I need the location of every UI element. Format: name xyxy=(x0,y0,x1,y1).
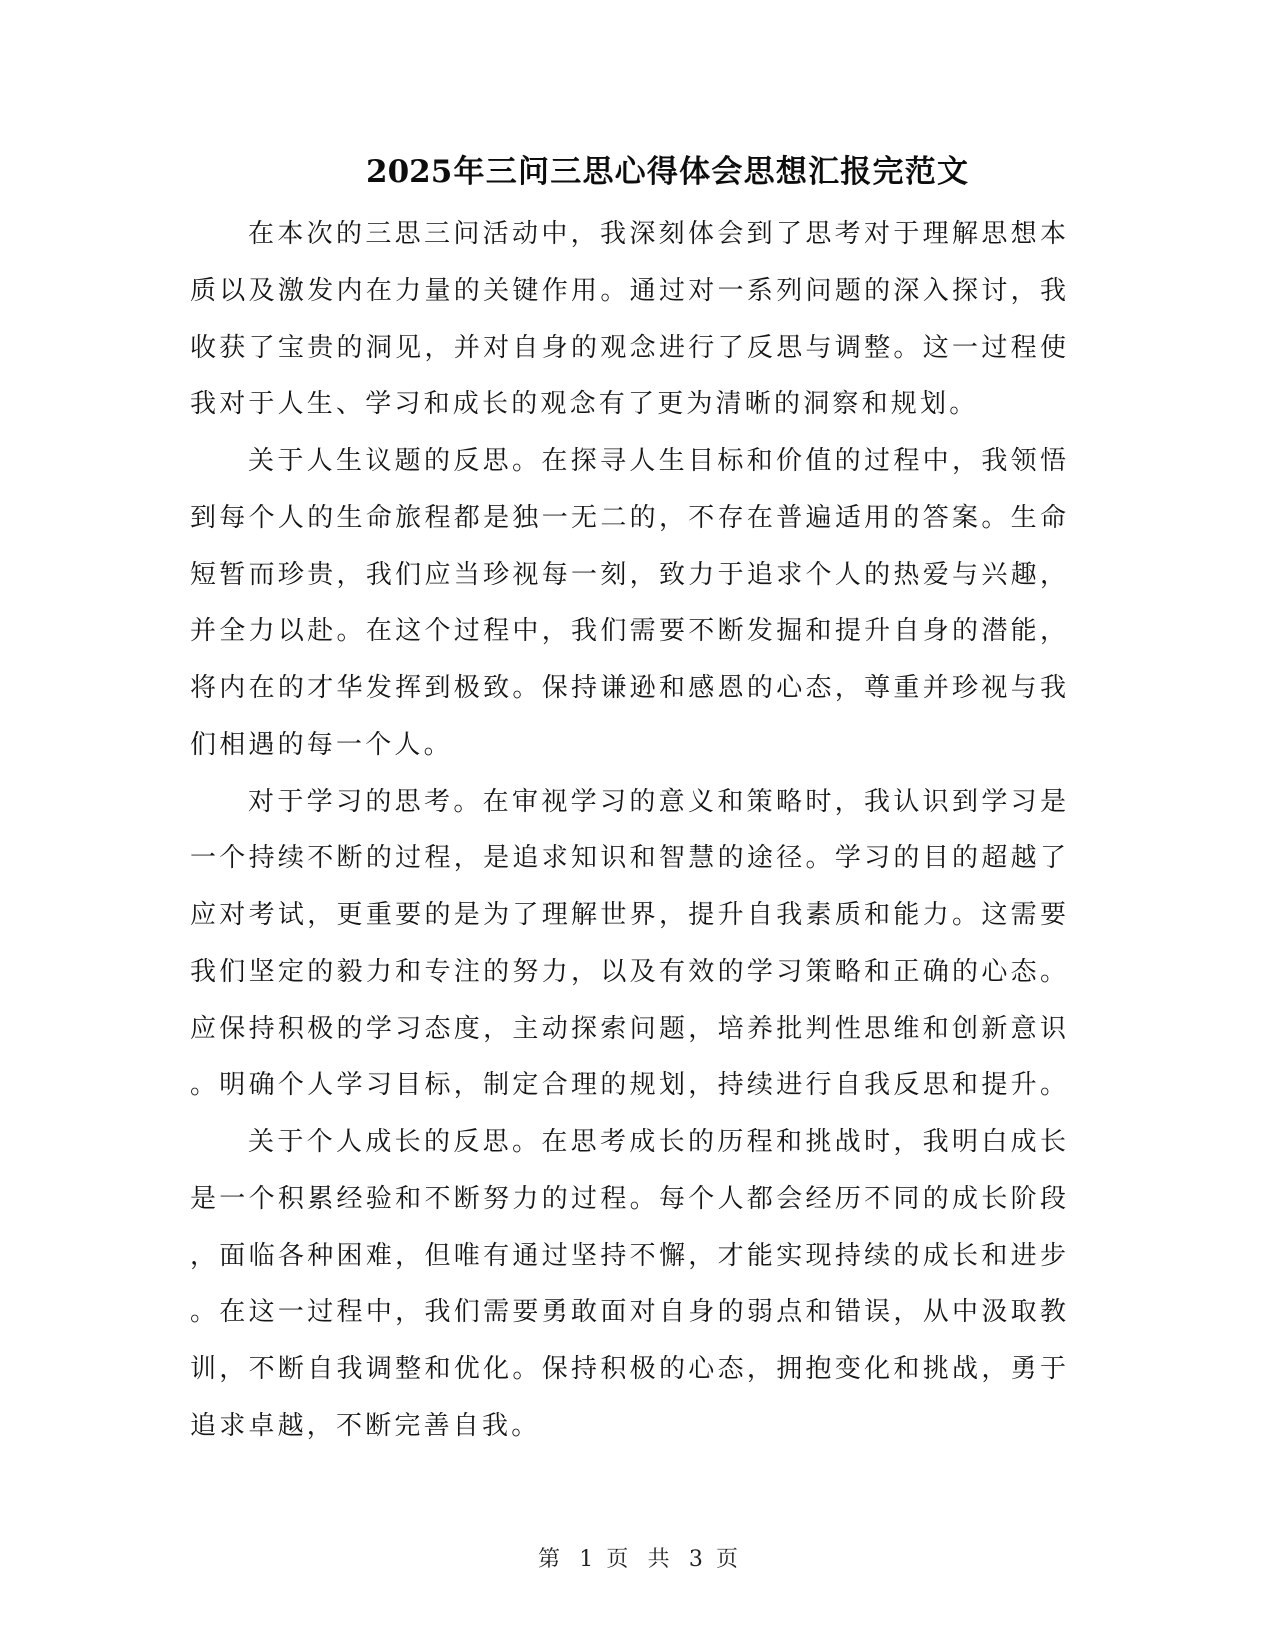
paragraph-line: 短暂而珍贵，我们应当珍视每一刻，致力于追求个人的热爱与兴趣， xyxy=(190,559,1066,590)
paragraph-line: 一个持续不断的过程，是追求知识和智慧的途径。学习的目的超越了 xyxy=(190,843,1066,874)
paragraph-line: 追求卓越，不断完善自我。 xyxy=(190,1410,541,1441)
paragraph-line: 对于学习的思考。在审视学习的意义和策略时，我认识到学习是 xyxy=(248,786,1066,817)
paragraph-line: 质以及激发内在力量的关键作用。通过对一系列问题的深入探讨，我 xyxy=(190,275,1066,306)
paragraph-line: 关于人生议题的反思。在探寻人生目标和价值的过程中，我领悟 xyxy=(248,446,1066,476)
paragraph-line: 应保持积极的学习态度，主动探索问题，培养批判性思维和创新意识 xyxy=(190,1013,1066,1044)
document-title: 2025年三问三思心得体会思想汇报完范文 xyxy=(366,154,968,190)
paragraph-line: 我对于人生、学习和成长的观念有了更为清晰的洞察和规划。 xyxy=(190,389,979,420)
document-body xyxy=(190,206,1066,1455)
paragraph-line: 。在这一过程中，我们需要勇敢面对自身的弱点和错误，从中汲取教 xyxy=(190,1297,1066,1328)
paragraph-line: 到每个人的生命旅程都是独一无二的，不存在普遍适用的答案。生命 xyxy=(190,502,1066,533)
paragraph-line: 关于个人成长的反思。在思考成长的历程和挑战时，我明白成长 xyxy=(248,1127,1066,1157)
paragraph-2 xyxy=(190,433,1066,774)
paragraph-line: 是一个积累经验和不断努力的过程。每个人都会经历不同的成长阶段 xyxy=(190,1183,1066,1214)
paragraph-line: 们相遇的每一个人。 xyxy=(190,729,453,760)
paragraph-line: 训，不断自我调整和优化。保持积极的心态，拥抱变化和挑战，勇于 xyxy=(190,1354,1066,1384)
page-number-footer: 第 1 页 共 3 页 xyxy=(538,1547,738,1572)
paragraph-line: 在本次的三思三问活动中，我深刻体会到了思考对于理解思想本 xyxy=(248,219,1066,249)
paragraph-4 xyxy=(190,1114,1066,1455)
paragraph-line: 应对考试，更重要的是为了理解世界，提升自我素质和能力。这需要 xyxy=(190,900,1066,930)
paragraph-line: ，面临各种困难，但唯有通过坚持不懈，才能实现持续的成长和进步 xyxy=(190,1240,1066,1271)
paragraph-3 xyxy=(190,774,1066,1115)
paragraph-1 xyxy=(190,206,1066,433)
paragraph-line: 收获了宝贵的洞见，并对自身的观念进行了反思与调整。这一过程使 xyxy=(190,332,1066,363)
paragraph-line: 将内在的才华发挥到极致。保持谦逊和感恩的心态，尊重并珍视与我 xyxy=(190,673,1066,703)
paragraph-line: 并全力以赴。在这个过程中，我们需要不断发掘和提升自身的潜能， xyxy=(190,616,1066,647)
paragraph-line: 。明确个人学习目标，制定合理的规划，持续进行自我反思和提升。 xyxy=(190,1070,1066,1101)
paragraph-line: 我们坚定的毅力和专注的努力，以及有效的学习策略和正确的心态。 xyxy=(190,956,1066,987)
